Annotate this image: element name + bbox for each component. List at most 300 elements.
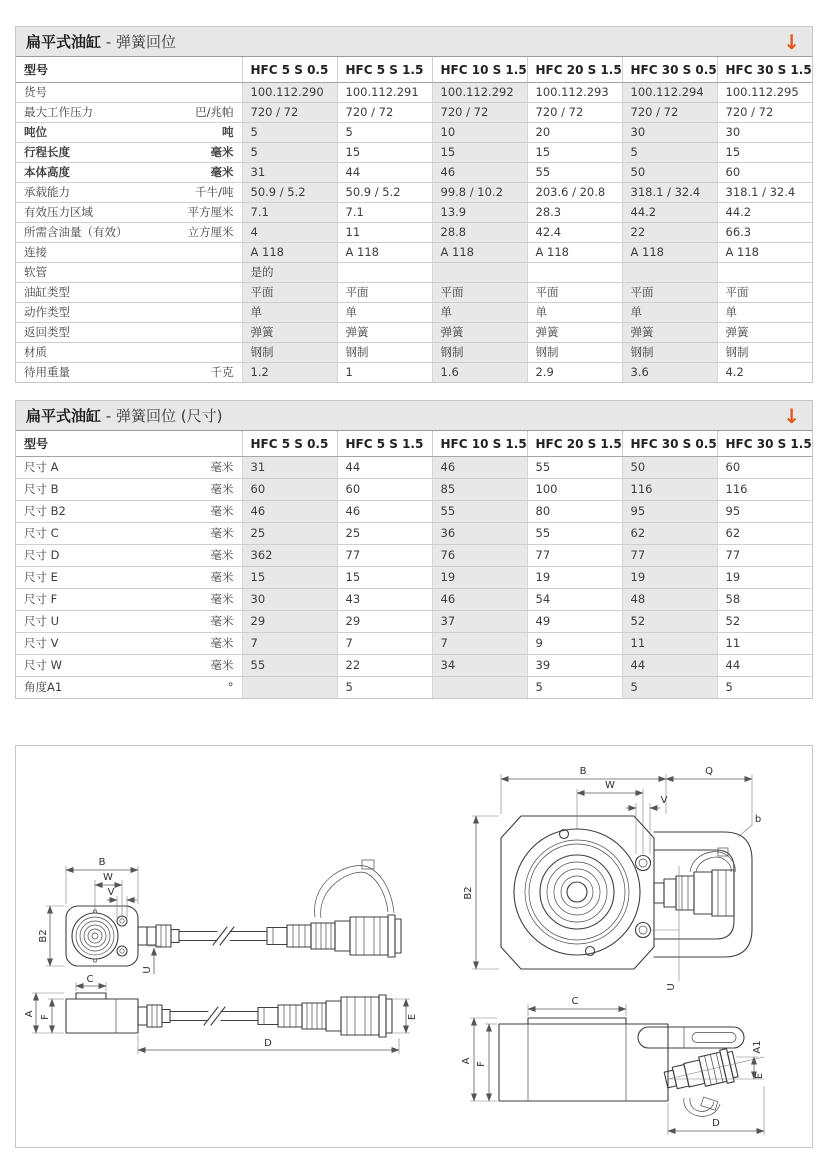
row-unit: 毫米 [210, 460, 234, 474]
spec-value: 22 [337, 655, 432, 677]
spec-value: 30 [622, 123, 717, 143]
spec-row [16, 263, 812, 283]
row-unit: 毫米 [210, 592, 234, 606]
spec-value: 平面 [717, 283, 812, 303]
row-label [16, 163, 242, 183]
dim-label-c-large: C [571, 996, 579, 1007]
spec-value: 弹簧 [242, 323, 337, 343]
spec-value: 7.1 [242, 203, 337, 223]
spec-value: 30 [242, 589, 337, 611]
spec-row [16, 501, 812, 523]
spec-table-title-bar [16, 27, 812, 57]
spec-table-panel [15, 26, 813, 383]
spec-value: 44 [337, 163, 432, 183]
model-column-header: HFC 5 S 1.5 [337, 57, 432, 83]
row-label-text: 承载能力 [24, 185, 70, 199]
spec-value: 29 [242, 611, 337, 633]
spec-value: 5 [337, 123, 432, 143]
dim-label-w-large: W [605, 780, 615, 791]
row-label-text: 货号 [24, 85, 47, 99]
model-column-header: HFC 5 S 0.5 [242, 57, 337, 83]
dim-label-d-small: D [264, 1038, 272, 1049]
row-label [16, 223, 242, 243]
row-label-text: 返回类型 [24, 325, 70, 339]
spec-value: 30 [717, 123, 812, 143]
spec-value: 单 [337, 303, 432, 323]
spec-value: 60 [242, 479, 337, 501]
dim-label-v-large: V [660, 795, 668, 806]
spec-value: A 118 [527, 243, 622, 263]
spec-value: 62 [622, 523, 717, 545]
spec-value: 29 [337, 611, 432, 633]
spec-value: 55 [527, 523, 622, 545]
spec-value: 31 [242, 457, 337, 479]
dim-label-b-large: B [579, 766, 587, 777]
row-label [16, 501, 242, 523]
dim-label-q-large: Q [705, 766, 713, 777]
row-label [16, 479, 242, 501]
spec-value: 13.9 [432, 203, 527, 223]
row-unit: 千克 [210, 365, 234, 379]
spec-value: 318.1 / 32.4 [622, 183, 717, 203]
spec-value: 52 [717, 611, 812, 633]
row-unit: 毫米 [210, 165, 234, 179]
spec-value: 15 [717, 143, 812, 163]
row-label-text: 所需含油量（有效） [24, 225, 128, 239]
spec-value: 76 [432, 545, 527, 567]
spec-value: 362 [242, 545, 337, 567]
spec-value: 77 [622, 545, 717, 567]
spec-value: 42.4 [527, 223, 622, 243]
spec-value: 318.1 / 32.4 [717, 183, 812, 203]
spec-value: 1.6 [432, 363, 527, 383]
spec-value: 55 [242, 655, 337, 677]
spec-value: 44.2 [622, 203, 717, 223]
spec-value: 5 [242, 143, 337, 163]
row-label [16, 677, 242, 699]
spec-value: 100.112.293 [527, 83, 622, 103]
spec-value: 4 [242, 223, 337, 243]
spec-value: 99.8 / 10.2 [432, 183, 527, 203]
model-column-header: HFC 5 S 0.5 [242, 431, 337, 457]
spec-row [16, 545, 812, 567]
spec-value: 1.2 [242, 363, 337, 383]
dim-label-a-small: A [24, 1010, 35, 1018]
spec-value: 3.6 [622, 363, 717, 383]
spec-value: 77 [527, 545, 622, 567]
spec-row [16, 283, 812, 303]
spec-value: 100.112.291 [337, 83, 432, 103]
spec-value: 15 [337, 567, 432, 589]
spec-value: 20 [527, 123, 622, 143]
spec-value: 钢制 [242, 343, 337, 363]
spec-value: 单 [527, 303, 622, 323]
spec-value: 58 [717, 589, 812, 611]
spec-value: 15 [527, 143, 622, 163]
spec-row [16, 633, 812, 655]
row-label-text: 软管 [24, 265, 47, 279]
spec-value: 单 [432, 303, 527, 323]
spec-value [717, 263, 812, 283]
panel-title-sub: - 弹簧回位 (尺寸) [101, 407, 223, 425]
spec-value: 39 [527, 655, 622, 677]
row-unit: 巴/兆帕 [195, 105, 234, 119]
spec-row [16, 567, 812, 589]
panel-title [26, 31, 783, 52]
model-column-header: HFC 30 S 1.5 [717, 431, 812, 457]
row-label-text: 尺寸 F [24, 592, 58, 606]
spec-value: A 118 [717, 243, 812, 263]
spec-row [16, 479, 812, 501]
spec-value: 10 [432, 123, 527, 143]
row-label-text: 本体高度 [24, 165, 70, 179]
spec-value: 15 [432, 143, 527, 163]
spec-value: 15 [242, 567, 337, 589]
spec-value: A 118 [432, 243, 527, 263]
spec-value [527, 263, 622, 283]
spec-row [16, 203, 812, 223]
spec-value: 2.9 [527, 363, 622, 383]
spec-value: 62 [717, 523, 812, 545]
row-label [16, 523, 242, 545]
spec-value: 720 / 72 [242, 103, 337, 123]
spec-row [16, 589, 812, 611]
spec-value: 100 [527, 479, 622, 501]
spec-value: A 118 [622, 243, 717, 263]
spec-value: 100.112.295 [717, 83, 812, 103]
row-label [16, 283, 242, 303]
model-header-row [16, 431, 812, 457]
spec-value: 203.6 / 20.8 [527, 183, 622, 203]
panel-title-sub: - 弹簧回位 [101, 33, 176, 51]
models-header-label: 型号 [16, 57, 242, 83]
orange-down-arrow-icon: ↓ [783, 29, 800, 54]
spec-row [16, 363, 812, 383]
spec-value: 116 [717, 479, 812, 501]
spec-value: 46 [337, 501, 432, 523]
spec-value: 60 [717, 163, 812, 183]
spec-row [16, 655, 812, 677]
spec-value: 44.2 [717, 203, 812, 223]
spec-value: 720 / 72 [622, 103, 717, 123]
model-header-row [16, 57, 812, 83]
large-cylinder-top-view [463, 766, 761, 991]
row-label-text: 角度A1 [24, 680, 63, 694]
small-cylinder-top-view [38, 857, 401, 974]
row-label [16, 123, 242, 143]
spec-value: 37 [432, 611, 527, 633]
row-label [16, 83, 242, 103]
large-cylinder-side-view [461, 996, 765, 1135]
row-label [16, 589, 242, 611]
spec-value: 100.112.294 [622, 83, 717, 103]
spec-value: 100.112.290 [242, 83, 337, 103]
model-column-header: HFC 10 S 1.5 [432, 57, 527, 83]
row-label-text: 尺寸 B2 [24, 504, 66, 518]
spec-value: 平面 [432, 283, 527, 303]
spec-value: 15 [337, 143, 432, 163]
spec-value [337, 263, 432, 283]
row-unit: 吨 [222, 125, 234, 139]
spec-value: 11 [337, 223, 432, 243]
row-label-text: 尺寸 B [24, 482, 59, 496]
model-column-header: HFC 30 S 0.5 [622, 431, 717, 457]
row-label-text: 吨位 [24, 125, 47, 139]
dim-label-bb-large: b [754, 814, 762, 825]
dim-label-a-large: A [461, 1057, 472, 1065]
spec-value: 77 [717, 545, 812, 567]
spec-row [16, 677, 812, 699]
spec-value: 22 [622, 223, 717, 243]
row-label [16, 633, 242, 655]
row-label [16, 545, 242, 567]
model-column-header: HFC 30 S 1.5 [717, 57, 812, 83]
spec-value: 720 / 72 [717, 103, 812, 123]
spec-row [16, 83, 812, 103]
row-label-text: 尺寸 D [24, 548, 60, 562]
spec-value: 60 [717, 457, 812, 479]
row-label-text: 行程长度 [24, 145, 70, 159]
spec-row [16, 457, 812, 479]
spec-row [16, 103, 812, 123]
spec-value: 46 [432, 589, 527, 611]
row-unit: 毫米 [210, 504, 234, 518]
dim-label-f-large: F [476, 1061, 487, 1067]
spec-value: 7 [337, 633, 432, 655]
row-unit: 毫米 [210, 614, 234, 628]
spec-value: 平面 [622, 283, 717, 303]
dim-label-w-small: W [103, 872, 113, 883]
spec-row [16, 123, 812, 143]
row-label-text: 尺寸 U [24, 614, 60, 628]
spec-value: 43 [337, 589, 432, 611]
spec-value: 77 [337, 545, 432, 567]
dim-label-b2-large: B2 [463, 886, 474, 900]
spec-value: 5 [717, 677, 812, 699]
spec-value: 钢制 [717, 343, 812, 363]
spec-value: 单 [622, 303, 717, 323]
row-unit: 毫米 [210, 548, 234, 562]
spec-value: 60 [337, 479, 432, 501]
spec-value: 25 [242, 523, 337, 545]
row-label [16, 183, 242, 203]
spec-value: 85 [432, 479, 527, 501]
spec-value: 平面 [242, 283, 337, 303]
spec-value: 80 [527, 501, 622, 523]
row-label-text: 尺寸 C [24, 526, 59, 540]
spec-value: 19 [527, 567, 622, 589]
spec-value: 95 [717, 501, 812, 523]
row-label [16, 243, 242, 263]
row-label-text: 尺寸 A [24, 460, 59, 474]
row-label [16, 323, 242, 343]
row-unit: 毫米 [210, 145, 234, 159]
row-label [16, 143, 242, 163]
row-label [16, 343, 242, 363]
spec-value: 钢制 [432, 343, 527, 363]
dim-label-e-large: E [754, 1072, 765, 1080]
spec-value: 弹簧 [717, 323, 812, 343]
spec-value: 36 [432, 523, 527, 545]
spec-value: 5 [527, 677, 622, 699]
dim-label-a1-large: A1 [752, 1040, 763, 1054]
spec-value: 25 [337, 523, 432, 545]
spec-value [622, 263, 717, 283]
row-unit: 毫米 [210, 526, 234, 540]
spec-row [16, 183, 812, 203]
spec-value: 100.112.292 [432, 83, 527, 103]
row-unit: 毫米 [210, 658, 234, 672]
spec-value: 46 [432, 163, 527, 183]
technical-drawing-panel [15, 745, 813, 1148]
spec-row [16, 611, 812, 633]
row-unit: 立方厘米 [187, 225, 234, 239]
spec-value [242, 677, 337, 699]
row-unit: 毫米 [210, 570, 234, 584]
panel-title [26, 405, 783, 426]
dim-label-d-large: D [712, 1118, 720, 1129]
spec-value: 28.8 [432, 223, 527, 243]
spec-value: A 118 [242, 243, 337, 263]
row-unit: 毫米 [210, 482, 234, 496]
row-label-text: 材质 [24, 345, 47, 359]
dim-label-e-small: E [407, 1013, 418, 1021]
spec-value [432, 263, 527, 283]
row-label-text: 待用重量 [24, 365, 70, 379]
technical-drawing [16, 746, 812, 1147]
row-label [16, 263, 242, 283]
panel-title-main: 扁平式油缸 [26, 33, 102, 51]
row-label [16, 363, 242, 383]
spec-row [16, 143, 812, 163]
orange-down-arrow-icon: ↓ [783, 403, 800, 428]
dim-label-f-small: F [40, 1014, 51, 1020]
spec-value: 弹簧 [527, 323, 622, 343]
row-label-text: 最大工作压力 [24, 105, 93, 119]
spec-value: 5 [242, 123, 337, 143]
dim-label-u-large: U [666, 983, 677, 991]
spec-value: 55 [527, 457, 622, 479]
row-label-text: 有效压力区域 [24, 205, 93, 219]
row-label [16, 567, 242, 589]
row-unit: 千牛/吨 [195, 185, 234, 199]
spec-value: 5 [622, 677, 717, 699]
spec-value: 50.9 / 5.2 [242, 183, 337, 203]
row-label-text: 尺寸 E [24, 570, 58, 584]
spec-value: 720 / 72 [527, 103, 622, 123]
spec-value: 46 [432, 457, 527, 479]
model-column-header: HFC 20 S 1.5 [527, 431, 622, 457]
spec-value: 55 [527, 163, 622, 183]
spec-value: 11 [622, 633, 717, 655]
spec-value: 4.2 [717, 363, 812, 383]
model-column-header: HFC 10 S 1.5 [432, 431, 527, 457]
spec-value: 44 [337, 457, 432, 479]
spec-value: 95 [622, 501, 717, 523]
spec-value: 44 [717, 655, 812, 677]
model-column-header: HFC 30 S 0.5 [622, 57, 717, 83]
panel-title-main: 扁平式油缸 [26, 407, 102, 425]
spec-value: 单 [242, 303, 337, 323]
spec-value: 5 [337, 677, 432, 699]
dim-label-b2-small: B2 [38, 929, 49, 943]
dim-label-u-small: U [142, 966, 153, 974]
spec-value: 5 [622, 143, 717, 163]
row-label [16, 457, 242, 479]
spec-value: 116 [622, 479, 717, 501]
spec-row [16, 523, 812, 545]
spec-value: 9 [527, 633, 622, 655]
spec-value: 19 [432, 567, 527, 589]
row-label [16, 303, 242, 323]
spec-value: 50.9 / 5.2 [337, 183, 432, 203]
row-label [16, 655, 242, 677]
row-label-text: 尺寸 V [24, 636, 59, 650]
spec-value: 弹簧 [432, 323, 527, 343]
spec-row [16, 223, 812, 243]
small-cylinder-side-view [24, 974, 418, 1054]
dim-label-c-small: C [86, 974, 94, 985]
dimensions-table-title-bar [16, 401, 812, 431]
dim-label-b-small: B [98, 857, 106, 868]
spec-value: 钢制 [527, 343, 622, 363]
spec-value: 7 [432, 633, 527, 655]
dim-label-v-small: V [107, 887, 115, 898]
spec-value: 11 [717, 633, 812, 655]
spec-value: 50 [622, 163, 717, 183]
spec-value: 49 [527, 611, 622, 633]
spec-value: 44 [622, 655, 717, 677]
models-header-label: 型号 [16, 431, 242, 457]
spec-value: 单 [717, 303, 812, 323]
row-label [16, 611, 242, 633]
spec-value: 7 [242, 633, 337, 655]
spec-row [16, 303, 812, 323]
spec-row [16, 163, 812, 183]
spec-value: 19 [717, 567, 812, 589]
spec-value: 28.3 [527, 203, 622, 223]
spec-value: 19 [622, 567, 717, 589]
spec-value: 钢制 [622, 343, 717, 363]
spec-value: 34 [432, 655, 527, 677]
spec-table [16, 57, 812, 382]
row-label-text: 尺寸 W [24, 658, 63, 672]
row-unit: ° [227, 680, 234, 694]
spec-value: 55 [432, 501, 527, 523]
row-label-text: 动作类型 [24, 305, 70, 319]
spec-value: 钢制 [337, 343, 432, 363]
spec-value: 720 / 72 [337, 103, 432, 123]
model-column-header: HFC 5 S 1.5 [337, 431, 432, 457]
spec-value: 平面 [337, 283, 432, 303]
spec-value: 弹簧 [622, 323, 717, 343]
spec-value: 66.3 [717, 223, 812, 243]
spec-value: 31 [242, 163, 337, 183]
spec-row [16, 323, 812, 343]
spec-value: 720 / 72 [432, 103, 527, 123]
row-unit: 平方厘米 [187, 205, 234, 219]
row-label [16, 203, 242, 223]
spec-value: 48 [622, 589, 717, 611]
spec-row [16, 243, 812, 263]
spec-value [432, 677, 527, 699]
spec-value: A 118 [337, 243, 432, 263]
spec-row [16, 343, 812, 363]
dimensions-table-panel [15, 400, 813, 699]
spec-value: 7.1 [337, 203, 432, 223]
spec-value: 52 [622, 611, 717, 633]
row-label [16, 103, 242, 123]
